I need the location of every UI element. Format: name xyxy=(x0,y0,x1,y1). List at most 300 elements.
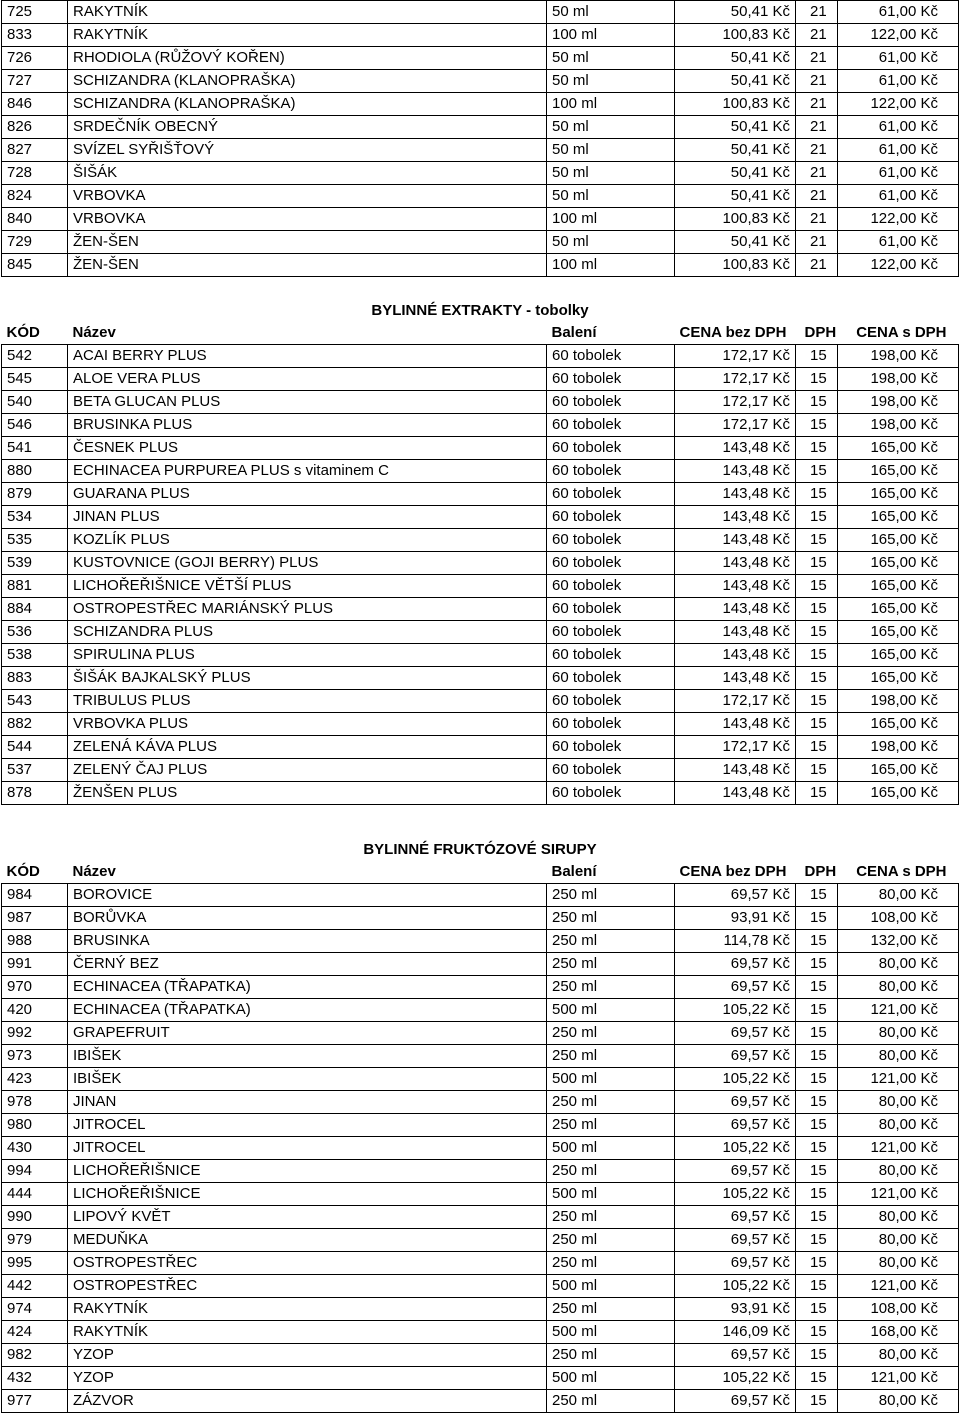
cell-total: 122,00 Kč xyxy=(838,254,959,277)
cell-total: 165,00 Kč xyxy=(838,529,959,552)
cell-total: 165,00 Kč xyxy=(838,575,959,598)
cell-pack: 60 tobolek xyxy=(547,460,675,483)
cell-vat: 15 xyxy=(796,552,838,575)
cell-total: 80,00 Kč xyxy=(838,1206,959,1229)
cell-pack: 500 ml xyxy=(547,1275,675,1298)
cell-name: OSTROPESTŘEC MARIÁNSKÝ PLUS xyxy=(68,598,547,621)
cell-total: 61,00 Kč xyxy=(838,185,959,208)
cell-pack: 60 tobolek xyxy=(547,782,675,805)
cell-price: 143,48 Kč xyxy=(675,529,796,552)
cell-vat: 15 xyxy=(796,690,838,713)
cell-price: 100,83 Kč xyxy=(675,254,796,277)
cell-total: 121,00 Kč xyxy=(838,999,959,1022)
cell-name: SCHIZANDRA (KLANOPRAŠKA) xyxy=(68,70,547,93)
cell-price: 69,57 Kč xyxy=(675,884,796,907)
header-name: Název xyxy=(72,324,116,341)
table-row xyxy=(2,667,959,690)
cell-code: 539 xyxy=(2,552,68,575)
cell-code: 537 xyxy=(2,759,68,782)
cell-pack: 60 tobolek xyxy=(547,345,675,368)
cell-vat: 15 xyxy=(796,999,838,1022)
cell-name: SPIRULINA PLUS xyxy=(68,644,547,667)
cell-price: 143,48 Kč xyxy=(675,552,796,575)
cell-pack: 60 tobolek xyxy=(547,644,675,667)
cell-name: ŠIŠÁK xyxy=(68,162,547,185)
cell-total: 80,00 Kč xyxy=(838,1252,959,1275)
table-row xyxy=(2,976,959,999)
cell-vat: 15 xyxy=(796,598,838,621)
cell-vat: 21 xyxy=(796,70,838,93)
cell-total: 165,00 Kč xyxy=(838,782,959,805)
cell-pack: 60 tobolek xyxy=(547,759,675,782)
cell-vat: 15 xyxy=(796,930,838,953)
header-code: KÓD xyxy=(6,324,40,341)
cell-pack: 60 tobolek xyxy=(547,713,675,736)
cell-pack: 250 ml xyxy=(547,884,675,907)
cell-pack: 500 ml xyxy=(547,1321,675,1344)
cell-code: 543 xyxy=(2,690,68,713)
cell-price: 69,57 Kč xyxy=(675,1390,796,1413)
cell-vat: 15 xyxy=(796,1022,838,1045)
cell-price: 50,41 Kč xyxy=(675,139,796,162)
cell-pack: 250 ml xyxy=(547,907,675,930)
cell-price: 172,17 Kč xyxy=(675,736,796,759)
cell-price: 69,57 Kč xyxy=(675,1344,796,1367)
cell-pack: 250 ml xyxy=(547,1022,675,1045)
cell-price: 143,48 Kč xyxy=(675,782,796,805)
table-row xyxy=(2,1068,959,1091)
cell-vat: 15 xyxy=(796,1068,838,1091)
cell-vat: 15 xyxy=(796,759,838,782)
cell-pack: 50 ml xyxy=(547,185,675,208)
cell-code: 978 xyxy=(2,1091,68,1114)
cell-code: 546 xyxy=(2,414,68,437)
cell-total: 198,00 Kč xyxy=(838,368,959,391)
cell-code: 545 xyxy=(2,368,68,391)
cell-price: 50,41 Kč xyxy=(675,47,796,70)
section-title: BYLINNÉ EXTRAKTY - tobolky xyxy=(371,302,589,319)
table-row xyxy=(2,1206,959,1229)
cell-code: 977 xyxy=(2,1390,68,1413)
cell-price: 50,41 Kč xyxy=(675,162,796,185)
cell-pack: 60 tobolek xyxy=(547,690,675,713)
table-row xyxy=(2,575,959,598)
cell-vat: 15 xyxy=(796,529,838,552)
cell-name: ZELENÁ KÁVA PLUS xyxy=(68,736,547,759)
cell-name: BETA GLUCAN PLUS xyxy=(68,391,547,414)
table-row xyxy=(2,93,959,116)
cell-vat: 21 xyxy=(796,254,838,277)
cell-price: 50,41 Kč xyxy=(675,70,796,93)
cell-vat: 21 xyxy=(796,208,838,231)
cell-vat: 15 xyxy=(796,414,838,437)
cell-code: 979 xyxy=(2,1229,68,1252)
cell-price: 146,09 Kč xyxy=(675,1321,796,1344)
cell-vat: 15 xyxy=(796,884,838,907)
cell-name: KUSTOVNICE (GOJI BERRY) PLUS xyxy=(68,552,547,575)
cell-vat: 15 xyxy=(796,644,838,667)
cell-name: ČERNÝ BEZ xyxy=(68,953,547,976)
cell-price: 69,57 Kč xyxy=(675,1252,796,1275)
cell-pack: 60 tobolek xyxy=(547,736,675,759)
cell-price: 105,22 Kč xyxy=(675,999,796,1022)
cell-total: 198,00 Kč xyxy=(838,690,959,713)
cell-price: 69,57 Kč xyxy=(675,1114,796,1137)
cell-name: ECHINACEA (TŘAPATKA) xyxy=(68,976,547,999)
table-row xyxy=(2,1390,959,1413)
cell-vat: 15 xyxy=(796,1229,838,1252)
cell-code: 432 xyxy=(2,1367,68,1390)
cell-total: 165,00 Kč xyxy=(838,506,959,529)
cell-total: 168,00 Kč xyxy=(838,1321,959,1344)
table-row xyxy=(2,1160,959,1183)
cell-total: 80,00 Kč xyxy=(838,1229,959,1252)
cell-vat: 15 xyxy=(796,1367,838,1390)
section-title: BYLINNÉ FRUKTÓZOVÉ SIRUPY xyxy=(363,841,597,858)
cell-total: 165,00 Kč xyxy=(838,460,959,483)
table-header xyxy=(2,322,959,345)
cell-name: TRIBULUS PLUS xyxy=(68,690,547,713)
cell-code: 424 xyxy=(2,1321,68,1344)
table-row xyxy=(2,368,959,391)
cell-code: 725 xyxy=(2,1,68,24)
cell-vat: 15 xyxy=(796,1390,838,1413)
cell-pack: 60 tobolek xyxy=(547,506,675,529)
cell-code: 420 xyxy=(2,999,68,1022)
cell-pack: 60 tobolek xyxy=(547,667,675,690)
cell-vat: 15 xyxy=(796,483,838,506)
cell-total: 198,00 Kč xyxy=(838,391,959,414)
cell-price: 69,57 Kč xyxy=(675,1229,796,1252)
cell-pack: 60 tobolek xyxy=(547,621,675,644)
header-total: CENA s DPH xyxy=(856,863,947,880)
table-row xyxy=(2,208,959,231)
header-code: KÓD xyxy=(6,863,40,880)
cell-name: ECHINACEA PURPUREA PLUS s vitaminem C xyxy=(68,460,547,483)
cell-pack: 50 ml xyxy=(547,231,675,254)
cell-price: 143,48 Kč xyxy=(675,437,796,460)
cell-pack: 60 tobolek xyxy=(547,552,675,575)
cell-pack: 250 ml xyxy=(547,976,675,999)
cell-code: 541 xyxy=(2,437,68,460)
cell-code: 423 xyxy=(2,1068,68,1091)
cell-vat: 15 xyxy=(796,345,838,368)
table-row xyxy=(2,1367,959,1390)
table-row xyxy=(2,759,959,782)
cell-code: 534 xyxy=(2,506,68,529)
cell-price: 69,57 Kč xyxy=(675,1160,796,1183)
cell-total: 61,00 Kč xyxy=(838,47,959,70)
cell-code: 980 xyxy=(2,1114,68,1137)
cell-code: 846 xyxy=(2,93,68,116)
cell-price: 100,83 Kč xyxy=(675,24,796,47)
cell-name: BRUSINKA xyxy=(68,930,547,953)
cell-price: 93,91 Kč xyxy=(675,1298,796,1321)
cell-pack: 250 ml xyxy=(547,1229,675,1252)
cell-name: GUARANA PLUS xyxy=(68,483,547,506)
cell-vat: 21 xyxy=(796,1,838,24)
cell-vat: 21 xyxy=(796,185,838,208)
table-row xyxy=(2,1252,959,1275)
cell-code: 538 xyxy=(2,644,68,667)
cell-vat: 15 xyxy=(796,667,838,690)
cell-price: 100,83 Kč xyxy=(675,93,796,116)
cell-total: 132,00 Kč xyxy=(838,930,959,953)
cell-pack: 500 ml xyxy=(547,1068,675,1091)
cell-total: 80,00 Kč xyxy=(838,1114,959,1137)
cell-price: 93,91 Kč xyxy=(675,907,796,930)
table-row xyxy=(2,47,959,70)
cell-pack: 100 ml xyxy=(547,208,675,231)
cell-vat: 15 xyxy=(796,907,838,930)
cell-code: 970 xyxy=(2,976,68,999)
price-list-table xyxy=(1,0,959,1413)
cell-vat: 15 xyxy=(796,1137,838,1160)
cell-vat: 21 xyxy=(796,139,838,162)
cell-total: 80,00 Kč xyxy=(838,1045,959,1068)
cell-name: BORŮVKA xyxy=(68,907,547,930)
table-row xyxy=(2,690,959,713)
cell-pack: 60 tobolek xyxy=(547,529,675,552)
cell-price: 172,17 Kč xyxy=(675,368,796,391)
table-row xyxy=(2,231,959,254)
table-row xyxy=(2,621,959,644)
table-row xyxy=(2,1137,959,1160)
table-row xyxy=(2,1091,959,1114)
table-row xyxy=(2,162,959,185)
cell-price: 172,17 Kč xyxy=(675,345,796,368)
cell-pack: 250 ml xyxy=(547,1344,675,1367)
cell-total: 61,00 Kč xyxy=(838,231,959,254)
cell-code: 535 xyxy=(2,529,68,552)
cell-price: 172,17 Kč xyxy=(675,414,796,437)
cell-code: 879 xyxy=(2,483,68,506)
cell-code: 542 xyxy=(2,345,68,368)
table-row xyxy=(2,437,959,460)
cell-price: 105,22 Kč xyxy=(675,1183,796,1206)
cell-vat: 15 xyxy=(796,506,838,529)
cell-code: 880 xyxy=(2,460,68,483)
table-row xyxy=(2,460,959,483)
table-row xyxy=(2,391,959,414)
cell-name: GRAPEFRUIT xyxy=(68,1022,547,1045)
cell-price: 69,57 Kč xyxy=(675,976,796,999)
cell-vat: 15 xyxy=(796,976,838,999)
table-row xyxy=(2,1114,959,1137)
cell-name: ŽEN-ŠEN xyxy=(68,231,547,254)
cell-code: 727 xyxy=(2,70,68,93)
cell-name: VRBOVKA xyxy=(68,208,547,231)
cell-total: 165,00 Kč xyxy=(838,552,959,575)
cell-name: IBIŠEK xyxy=(68,1068,547,1091)
cell-pack: 50 ml xyxy=(547,116,675,139)
cell-price: 143,48 Kč xyxy=(675,713,796,736)
cell-vat: 15 xyxy=(796,621,838,644)
cell-name: RAKYTNÍK xyxy=(68,1298,547,1321)
cell-code: 994 xyxy=(2,1160,68,1183)
header-price: CENA bez DPH xyxy=(679,863,787,880)
cell-price: 114,78 Kč xyxy=(675,930,796,953)
table-row xyxy=(2,414,959,437)
cell-total: 80,00 Kč xyxy=(838,1091,959,1114)
cell-code: 840 xyxy=(2,208,68,231)
cell-name: IBIŠEK xyxy=(68,1045,547,1068)
table-row xyxy=(2,345,959,368)
table-row xyxy=(2,1344,959,1367)
cell-name: ZÁZVOR xyxy=(68,1390,547,1413)
cell-code: 990 xyxy=(2,1206,68,1229)
cell-vat: 15 xyxy=(796,368,838,391)
cell-price: 105,22 Kč xyxy=(675,1275,796,1298)
cell-name: JINAN PLUS xyxy=(68,506,547,529)
table-row xyxy=(2,884,959,907)
cell-vat: 21 xyxy=(796,162,838,185)
cell-total: 121,00 Kč xyxy=(838,1137,959,1160)
cell-name: YZOP xyxy=(68,1344,547,1367)
cell-price: 69,57 Kč xyxy=(675,1022,796,1045)
cell-name: JINAN xyxy=(68,1091,547,1114)
cell-name: RAKYTNÍK xyxy=(68,1321,547,1344)
table-row xyxy=(2,644,959,667)
cell-vat: 15 xyxy=(796,1252,838,1275)
cell-total: 61,00 Kč xyxy=(838,139,959,162)
cell-name: ZELENÝ ČAJ PLUS xyxy=(68,759,547,782)
section-tinctures xyxy=(2,1,959,277)
header-total: CENA s DPH xyxy=(856,324,947,341)
cell-code: 442 xyxy=(2,1275,68,1298)
cell-code: 845 xyxy=(2,254,68,277)
cell-vat: 15 xyxy=(796,953,838,976)
cell-price: 172,17 Kč xyxy=(675,690,796,713)
cell-total: 165,00 Kč xyxy=(838,437,959,460)
table-row xyxy=(2,1298,959,1321)
cell-price: 50,41 Kč xyxy=(675,116,796,139)
cell-vat: 15 xyxy=(796,1091,838,1114)
cell-code: 995 xyxy=(2,1252,68,1275)
cell-name: LICHOŘEŘIŠNICE VĚTŠÍ PLUS xyxy=(68,575,547,598)
cell-pack: 250 ml xyxy=(547,1390,675,1413)
cell-code: 883 xyxy=(2,667,68,690)
cell-total: 121,00 Kč xyxy=(838,1183,959,1206)
cell-price: 105,22 Kč xyxy=(675,1068,796,1091)
table-row xyxy=(2,782,959,805)
header-vat: DPH xyxy=(804,863,837,880)
table-row xyxy=(2,483,959,506)
cell-code: 984 xyxy=(2,884,68,907)
cell-total: 80,00 Kč xyxy=(838,1390,959,1413)
cell-name: ŠIŠÁK BAJKALSKÝ PLUS xyxy=(68,667,547,690)
cell-vat: 15 xyxy=(796,460,838,483)
cell-name: SVÍZEL SYŘIŠŤOVÝ xyxy=(68,139,547,162)
cell-pack: 50 ml xyxy=(547,1,675,24)
table-row xyxy=(2,552,959,575)
header-name: Název xyxy=(72,863,116,880)
cell-total: 121,00 Kč xyxy=(838,1275,959,1298)
cell-name: JITROCEL xyxy=(68,1137,547,1160)
table-row xyxy=(2,529,959,552)
cell-total: 165,00 Kč xyxy=(838,713,959,736)
cell-total: 80,00 Kč xyxy=(838,1022,959,1045)
cell-pack: 500 ml xyxy=(547,1137,675,1160)
header-price: CENA bez DPH xyxy=(679,324,787,341)
cell-pack: 50 ml xyxy=(547,70,675,93)
cell-vat: 15 xyxy=(796,1344,838,1367)
cell-name: RAKYTNÍK xyxy=(68,1,547,24)
cell-price: 69,57 Kč xyxy=(675,1091,796,1114)
cell-price: 143,48 Kč xyxy=(675,506,796,529)
table-row xyxy=(2,185,959,208)
cell-vat: 21 xyxy=(796,116,838,139)
cell-pack: 50 ml xyxy=(547,47,675,70)
cell-name: YZOP xyxy=(68,1367,547,1390)
cell-pack: 60 tobolek xyxy=(547,598,675,621)
cell-code: 827 xyxy=(2,139,68,162)
cell-pack: 60 tobolek xyxy=(547,575,675,598)
cell-pack: 60 tobolek xyxy=(547,483,675,506)
table-row xyxy=(2,736,959,759)
cell-code: 884 xyxy=(2,598,68,621)
table-row xyxy=(2,24,959,47)
cell-name: VRBOVKA PLUS xyxy=(68,713,547,736)
table-row xyxy=(2,254,959,277)
table-row xyxy=(2,999,959,1022)
cell-code: 444 xyxy=(2,1183,68,1206)
cell-price: 143,48 Kč xyxy=(675,644,796,667)
cell-name: ŽENŠEN PLUS xyxy=(68,782,547,805)
cell-vat: 15 xyxy=(796,1275,838,1298)
cell-name: ALOE VERA PLUS xyxy=(68,368,547,391)
cell-pack: 250 ml xyxy=(547,1252,675,1275)
cell-name: RAKYTNÍK xyxy=(68,24,547,47)
cell-total: 80,00 Kč xyxy=(838,976,959,999)
cell-code: 992 xyxy=(2,1022,68,1045)
cell-vat: 15 xyxy=(796,437,838,460)
cell-pack: 500 ml xyxy=(547,1183,675,1206)
cell-code: 544 xyxy=(2,736,68,759)
table-row xyxy=(2,713,959,736)
cell-pack: 250 ml xyxy=(547,1298,675,1321)
cell-name: KOZLÍK PLUS xyxy=(68,529,547,552)
cell-price: 50,41 Kč xyxy=(675,1,796,24)
cell-total: 61,00 Kč xyxy=(838,116,959,139)
cell-code: 540 xyxy=(2,391,68,414)
cell-vat: 15 xyxy=(796,391,838,414)
cell-price: 50,41 Kč xyxy=(675,185,796,208)
cell-name: BOROVICE xyxy=(68,884,547,907)
cell-name: SRDEČNÍK OBECNÝ xyxy=(68,116,547,139)
cell-code: 987 xyxy=(2,907,68,930)
cell-name: JITROCEL xyxy=(68,1114,547,1137)
cell-code: 988 xyxy=(2,930,68,953)
cell-vat: 15 xyxy=(796,736,838,759)
cell-code: 974 xyxy=(2,1298,68,1321)
cell-code: 882 xyxy=(2,713,68,736)
table-row xyxy=(2,70,959,93)
cell-vat: 21 xyxy=(796,47,838,70)
header-vat: DPH xyxy=(804,324,837,341)
cell-total: 165,00 Kč xyxy=(838,759,959,782)
cell-pack: 250 ml xyxy=(547,1114,675,1137)
section-syrups xyxy=(2,805,959,884)
cell-price: 143,48 Kč xyxy=(675,759,796,782)
cell-price: 100,83 Kč xyxy=(675,208,796,231)
cell-name: VRBOVKA xyxy=(68,185,547,208)
cell-code: 824 xyxy=(2,185,68,208)
cell-pack: 50 ml xyxy=(547,162,675,185)
cell-name: ACAI BERRY PLUS xyxy=(68,345,547,368)
cell-total: 108,00 Kč xyxy=(838,1298,959,1321)
cell-total: 198,00 Kč xyxy=(838,736,959,759)
